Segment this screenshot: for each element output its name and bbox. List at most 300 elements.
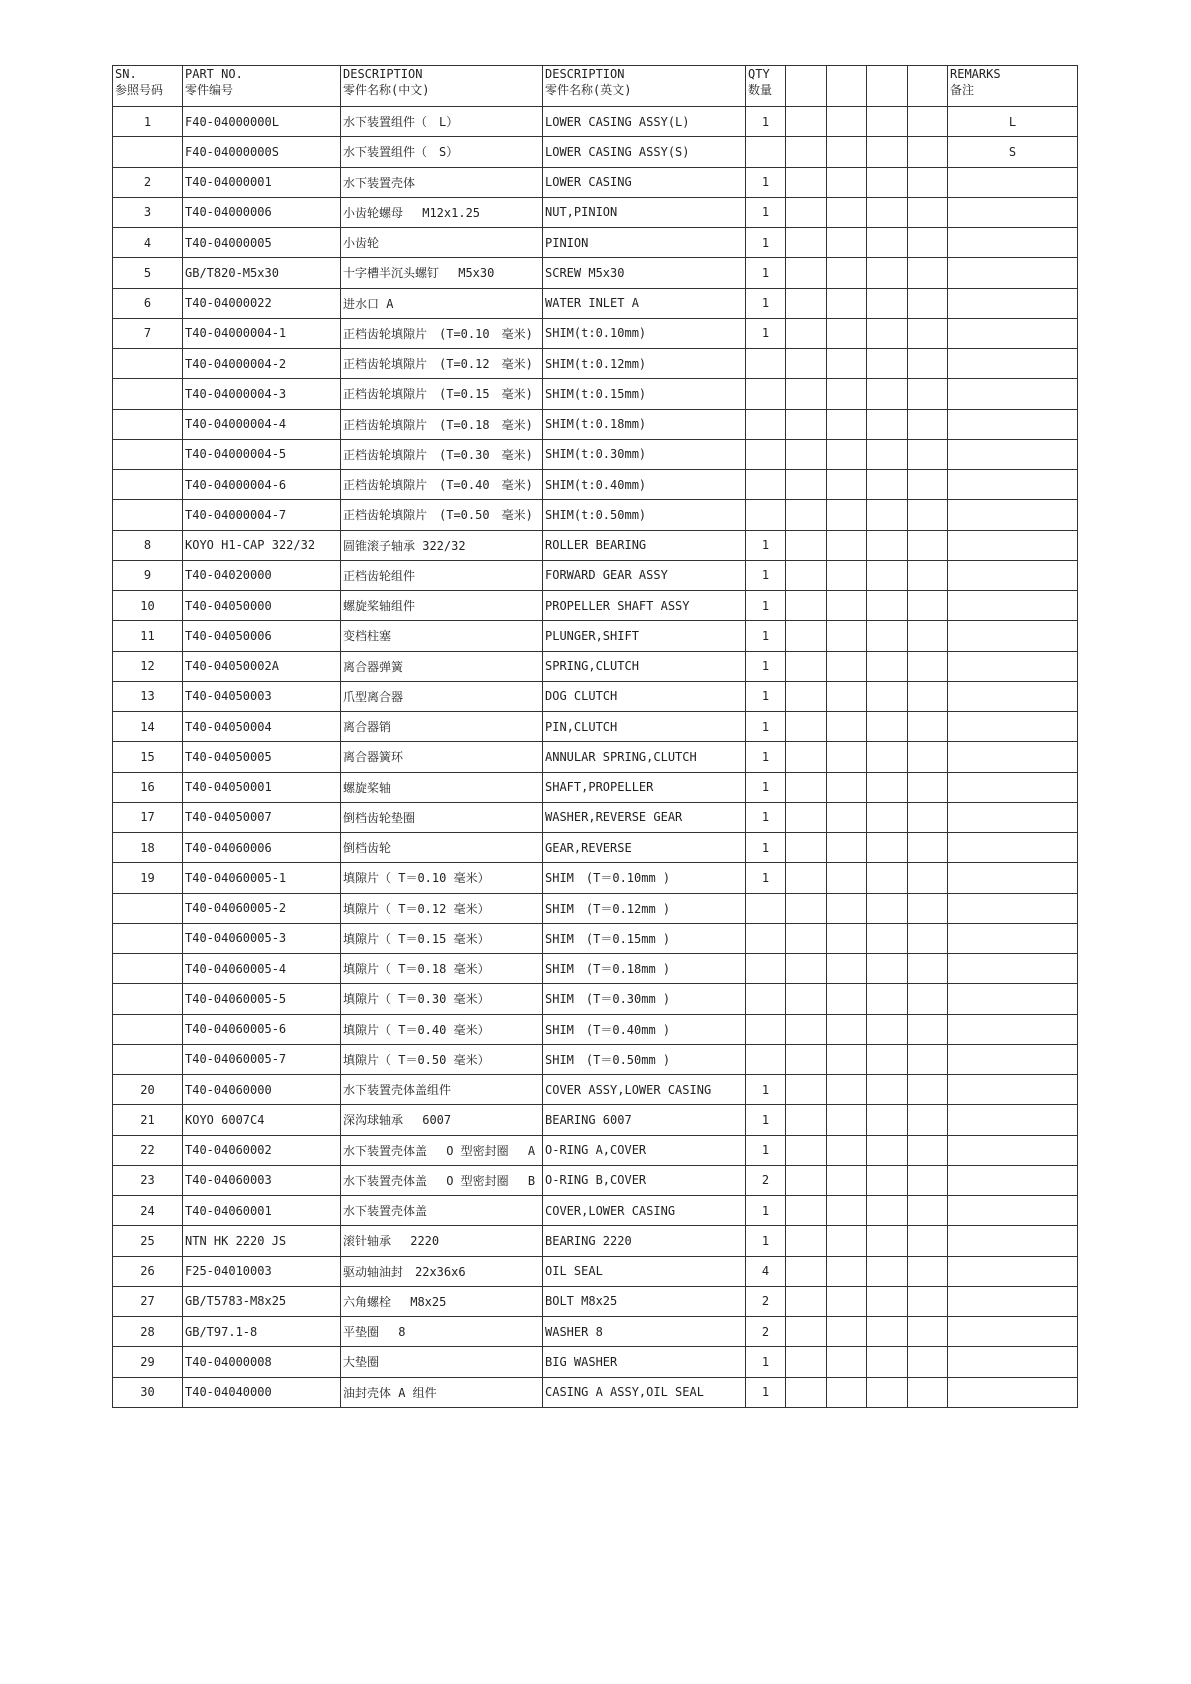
cell-blank — [827, 500, 867, 530]
cell-blank — [908, 379, 948, 409]
cell-part-no: T40-04050003 — [183, 681, 341, 711]
cell-description-en: SHIM (T＝0.30mm ) — [543, 984, 746, 1014]
cell-blank — [827, 681, 867, 711]
parts-list-sheet — [112, 65, 1077, 1408]
cell-description-cn: 水下装置组件（ S） — [341, 137, 543, 167]
cell-blank — [867, 530, 908, 560]
cell-blank — [786, 167, 827, 197]
cell-blank — [786, 621, 827, 651]
cell-blank — [908, 923, 948, 953]
cell-remarks — [948, 197, 1078, 227]
header-description-en: DESCRIPTION 零件名称(英文) — [543, 66, 746, 107]
cell-remarks — [948, 772, 1078, 802]
table-row — [113, 591, 1078, 621]
table-row — [113, 1286, 1078, 1316]
cell-blank — [786, 470, 827, 500]
cell-blank — [867, 318, 908, 348]
cell-description-en: SHIM (T＝0.40mm ) — [543, 1014, 746, 1044]
cell-part-no: T40-04060005-6 — [183, 1014, 341, 1044]
cell-blank — [908, 802, 948, 832]
cell-blank — [827, 1226, 867, 1256]
cell-blank — [786, 439, 827, 469]
cell-part-no: T40-04000004-4 — [183, 409, 341, 439]
table-row — [113, 1075, 1078, 1105]
cell-blank — [908, 137, 948, 167]
cell-qty — [746, 409, 786, 439]
cell-sn: 19 — [113, 863, 183, 893]
cell-blank — [908, 1044, 948, 1074]
parts-table — [112, 65, 1078, 1408]
cell-sn: 27 — [113, 1286, 183, 1316]
cell-remarks — [948, 651, 1078, 681]
cell-qty — [746, 893, 786, 923]
cell-description-en: SHIM (T＝0.18mm ) — [543, 954, 746, 984]
cell-blank — [908, 288, 948, 318]
cell-blank — [908, 1226, 948, 1256]
cell-description-cn: 填隙片（ T＝0.30 毫米） — [341, 984, 543, 1014]
cell-blank — [827, 1256, 867, 1286]
cell-blank — [867, 1377, 908, 1407]
table-row — [113, 621, 1078, 651]
table-row — [113, 742, 1078, 772]
cell-sn — [113, 500, 183, 530]
cell-description-cn: 填隙片（ T＝0.15 毫米） — [341, 923, 543, 953]
cell-description-cn: 十字槽半沉头螺钉 M5x30 — [341, 258, 543, 288]
cell-description-en: LOWER CASING — [543, 167, 746, 197]
cell-description-cn: 填隙片（ T＝0.10 毫米） — [341, 863, 543, 893]
cell-blank — [786, 591, 827, 621]
cell-qty: 1 — [746, 681, 786, 711]
cell-description-en: SHIM(t:0.30mm) — [543, 439, 746, 469]
cell-blank — [908, 833, 948, 863]
cell-remarks — [948, 1226, 1078, 1256]
header-blank-3 — [867, 66, 908, 107]
cell-part-no: T40-04060005-7 — [183, 1044, 341, 1074]
table-row — [113, 167, 1078, 197]
cell-sn: 24 — [113, 1196, 183, 1226]
header-blank-4 — [908, 66, 948, 107]
cell-blank — [908, 409, 948, 439]
cell-blank — [908, 500, 948, 530]
cell-part-no: F40-04000000S — [183, 137, 341, 167]
cell-sn: 28 — [113, 1317, 183, 1347]
cell-qty: 1 — [746, 651, 786, 681]
table-row — [113, 379, 1078, 409]
cell-description-cn: 驱动轴油封 22x36x6 — [341, 1256, 543, 1286]
cell-description-en: GEAR,REVERSE — [543, 833, 746, 863]
cell-description-cn: 正档齿轮填隙片 (T=0.12 毫米) — [341, 349, 543, 379]
cell-blank — [827, 984, 867, 1014]
cell-sn — [113, 379, 183, 409]
cell-blank — [827, 1165, 867, 1195]
cell-qty: 1 — [746, 167, 786, 197]
cell-blank — [827, 954, 867, 984]
cell-sn: 21 — [113, 1105, 183, 1135]
cell-sn — [113, 1044, 183, 1074]
cell-description-cn: 倒档齿轮 — [341, 833, 543, 863]
table-row — [113, 530, 1078, 560]
cell-blank — [827, 833, 867, 863]
cell-blank — [867, 258, 908, 288]
cell-blank — [908, 1256, 948, 1286]
cell-blank — [908, 591, 948, 621]
cell-description-cn: 倒档齿轮垫圈 — [341, 802, 543, 832]
cell-blank — [867, 1075, 908, 1105]
cell-sn — [113, 954, 183, 984]
cell-blank — [908, 439, 948, 469]
cell-blank — [867, 863, 908, 893]
table-row — [113, 984, 1078, 1014]
cell-blank — [786, 228, 827, 258]
cell-description-cn: 正档齿轮组件 — [341, 560, 543, 590]
cell-part-no: T40-04000008 — [183, 1347, 341, 1377]
cell-description-cn: 爪型离合器 — [341, 681, 543, 711]
cell-remarks — [948, 1196, 1078, 1226]
cell-part-no: T40-04000004-2 — [183, 349, 341, 379]
cell-sn — [113, 439, 183, 469]
cell-blank — [867, 1256, 908, 1286]
cell-remarks — [948, 954, 1078, 984]
cell-remarks — [948, 742, 1078, 772]
cell-blank — [867, 591, 908, 621]
cell-qty: 1 — [746, 1075, 786, 1105]
cell-part-no: GB/T5783-M8x25 — [183, 1286, 341, 1316]
table-row — [113, 197, 1078, 227]
cell-blank — [786, 1105, 827, 1135]
table-row — [113, 137, 1078, 167]
cell-remarks — [948, 258, 1078, 288]
cell-blank — [908, 863, 948, 893]
cell-sn — [113, 349, 183, 379]
cell-blank — [786, 288, 827, 318]
cell-description-cn: 正档齿轮填隙片 (T=0.40 毫米) — [341, 470, 543, 500]
cell-blank — [908, 107, 948, 137]
cell-description-en: LOWER CASING ASSY(S) — [543, 137, 746, 167]
cell-blank — [908, 954, 948, 984]
cell-blank — [786, 863, 827, 893]
cell-blank — [908, 470, 948, 500]
cell-qty: 1 — [746, 530, 786, 560]
cell-part-no: T40-04000022 — [183, 288, 341, 318]
cell-description-en: WATER INLET A — [543, 288, 746, 318]
table-row — [113, 923, 1078, 953]
cell-sn — [113, 984, 183, 1014]
cell-part-no: T40-04060005-2 — [183, 893, 341, 923]
cell-blank — [786, 560, 827, 590]
cell-blank — [786, 1044, 827, 1074]
cell-sn: 10 — [113, 591, 183, 621]
cell-remarks — [948, 681, 1078, 711]
cell-sn: 15 — [113, 742, 183, 772]
cell-blank — [867, 1317, 908, 1347]
table-row — [113, 1196, 1078, 1226]
cell-blank — [827, 621, 867, 651]
cell-description-cn: 小齿轮 — [341, 228, 543, 258]
cell-sn — [113, 893, 183, 923]
cell-description-cn: 滚针轴承 2220 — [341, 1226, 543, 1256]
cell-blank — [786, 379, 827, 409]
cell-description-cn: 正档齿轮填隙片 (T=0.10 毫米) — [341, 318, 543, 348]
cell-blank — [867, 288, 908, 318]
cell-description-en: O-RING A,COVER — [543, 1135, 746, 1165]
cell-remarks: L — [948, 107, 1078, 137]
cell-blank — [908, 984, 948, 1014]
cell-blank — [827, 802, 867, 832]
cell-description-cn: 正档齿轮填隙片 (T=0.15 毫米) — [341, 379, 543, 409]
cell-blank — [786, 1075, 827, 1105]
cell-sn — [113, 409, 183, 439]
cell-blank — [786, 258, 827, 288]
cell-blank — [867, 893, 908, 923]
cell-qty: 1 — [746, 1226, 786, 1256]
cell-description-cn: 离合器销 — [341, 712, 543, 742]
cell-blank — [786, 954, 827, 984]
cell-blank — [827, 1377, 867, 1407]
cell-remarks — [948, 802, 1078, 832]
cell-description-en: SHIM(t:0.40mm) — [543, 470, 746, 500]
cell-remarks — [948, 228, 1078, 258]
cell-part-no: T40-04040000 — [183, 1377, 341, 1407]
cell-description-en: ROLLER BEARING — [543, 530, 746, 560]
cell-description-en: CASING A ASSY,OIL SEAL — [543, 1377, 746, 1407]
cell-part-no: T40-04060005-3 — [183, 923, 341, 953]
cell-description-en: SHIM(t:0.18mm) — [543, 409, 746, 439]
cell-blank — [786, 107, 827, 137]
table-row — [113, 1256, 1078, 1286]
cell-qty: 1 — [746, 1377, 786, 1407]
cell-blank — [786, 1165, 827, 1195]
table-row — [113, 802, 1078, 832]
cell-description-en: SHAFT,PROPELLER — [543, 772, 746, 802]
cell-blank — [786, 833, 827, 863]
cell-blank — [867, 167, 908, 197]
cell-qty — [746, 349, 786, 379]
cell-sn: 6 — [113, 288, 183, 318]
cell-qty — [746, 984, 786, 1014]
cell-blank — [786, 893, 827, 923]
cell-qty: 2 — [746, 1317, 786, 1347]
cell-blank — [827, 470, 867, 500]
cell-qty: 1 — [746, 742, 786, 772]
cell-qty: 2 — [746, 1165, 786, 1195]
cell-description-en: FORWARD GEAR ASSY — [543, 560, 746, 590]
cell-remarks — [948, 833, 1078, 863]
cell-part-no: T40-04060000 — [183, 1075, 341, 1105]
cell-blank — [786, 197, 827, 227]
header-qty: QTY 数量 — [746, 66, 786, 107]
cell-sn: 7 — [113, 318, 183, 348]
table-row — [113, 409, 1078, 439]
cell-description-cn: 水下装置壳体盖组件 — [341, 1075, 543, 1105]
table-row — [113, 712, 1078, 742]
cell-remarks — [948, 1256, 1078, 1286]
cell-blank — [867, 712, 908, 742]
cell-sn: 8 — [113, 530, 183, 560]
table-row — [113, 500, 1078, 530]
cell-blank — [786, 984, 827, 1014]
cell-part-no: T40-04050006 — [183, 621, 341, 651]
cell-part-no: GB/T97.1-8 — [183, 1317, 341, 1347]
cell-blank — [827, 1347, 867, 1377]
table-row — [113, 681, 1078, 711]
cell-sn: 17 — [113, 802, 183, 832]
cell-blank — [827, 712, 867, 742]
cell-qty: 4 — [746, 1256, 786, 1286]
cell-blank — [786, 742, 827, 772]
cell-description-en: PINION — [543, 228, 746, 258]
cell-description-en: DOG CLUTCH — [543, 681, 746, 711]
cell-blank — [867, 500, 908, 530]
cell-blank — [908, 318, 948, 348]
cell-part-no: T40-04060001 — [183, 1196, 341, 1226]
cell-part-no: T40-04000004-5 — [183, 439, 341, 469]
cell-sn — [113, 470, 183, 500]
cell-qty: 1 — [746, 107, 786, 137]
cell-blank — [867, 681, 908, 711]
cell-description-cn: 水下装置组件（ L） — [341, 107, 543, 137]
cell-blank — [867, 349, 908, 379]
cell-qty: 2 — [746, 1286, 786, 1316]
cell-blank — [867, 470, 908, 500]
cell-part-no: KOYO 6007C4 — [183, 1105, 341, 1135]
cell-blank — [786, 1135, 827, 1165]
cell-description-cn: 正档齿轮填隙片 (T=0.18 毫米) — [341, 409, 543, 439]
cell-remarks — [948, 1317, 1078, 1347]
cell-blank — [867, 228, 908, 258]
cell-qty — [746, 379, 786, 409]
cell-description-en: SPRING,CLUTCH — [543, 651, 746, 681]
cell-description-cn: 变档柱塞 — [341, 621, 543, 651]
cell-qty: 1 — [746, 863, 786, 893]
cell-blank — [867, 137, 908, 167]
cell-description-cn: 平垫圈 8 — [341, 1317, 543, 1347]
cell-qty: 1 — [746, 560, 786, 590]
table-row — [113, 560, 1078, 590]
cell-qty: 1 — [746, 1196, 786, 1226]
header-description-cn: DESCRIPTION 零件名称(中文) — [341, 66, 543, 107]
cell-description-en: SHIM (T＝0.12mm ) — [543, 893, 746, 923]
cell-blank — [867, 197, 908, 227]
cell-blank — [867, 1226, 908, 1256]
header-blank-2 — [827, 66, 867, 107]
table-row — [113, 833, 1078, 863]
table-row — [113, 1105, 1078, 1135]
cell-blank — [827, 228, 867, 258]
cell-description-en: SHIM(t:0.15mm) — [543, 379, 746, 409]
cell-remarks — [948, 893, 1078, 923]
cell-description-cn: 正档齿轮填隙片 (T=0.50 毫米) — [341, 500, 543, 530]
cell-remarks — [948, 1165, 1078, 1195]
cell-qty: 1 — [746, 288, 786, 318]
table-row — [113, 1317, 1078, 1347]
cell-blank — [827, 409, 867, 439]
cell-sn: 30 — [113, 1377, 183, 1407]
cell-remarks — [948, 1014, 1078, 1044]
cell-blank — [827, 1105, 867, 1135]
cell-sn: 22 — [113, 1135, 183, 1165]
cell-sn: 26 — [113, 1256, 183, 1286]
cell-blank — [786, 318, 827, 348]
cell-part-no: T40-04050000 — [183, 591, 341, 621]
cell-blank — [867, 1165, 908, 1195]
cell-part-no: T40-04050005 — [183, 742, 341, 772]
cell-description-cn: 填隙片（ T＝0.18 毫米） — [341, 954, 543, 984]
cell-description-en: NUT,PINION — [543, 197, 746, 227]
cell-part-no: T40-04060006 — [183, 833, 341, 863]
table-row — [113, 772, 1078, 802]
cell-blank — [786, 923, 827, 953]
cell-remarks — [948, 379, 1078, 409]
table-row — [113, 651, 1078, 681]
cell-blank — [867, 1135, 908, 1165]
cell-blank — [867, 954, 908, 984]
cell-blank — [908, 1317, 948, 1347]
cell-blank — [827, 288, 867, 318]
cell-remarks — [948, 1347, 1078, 1377]
cell-description-cn: 离合器簧环 — [341, 742, 543, 772]
cell-description-en: SHIM(t:0.10mm) — [543, 318, 746, 348]
cell-blank — [786, 530, 827, 560]
cell-qty: 1 — [746, 1347, 786, 1377]
cell-qty — [746, 1014, 786, 1044]
table-row — [113, 863, 1078, 893]
cell-part-no: T40-04050002A — [183, 651, 341, 681]
cell-blank — [908, 1196, 948, 1226]
cell-part-no: T40-04000004-1 — [183, 318, 341, 348]
cell-blank — [908, 349, 948, 379]
cell-sn: 3 — [113, 197, 183, 227]
cell-blank — [867, 833, 908, 863]
cell-description-en: O-RING B,COVER — [543, 1165, 746, 1195]
cell-description-en: SCREW M5x30 — [543, 258, 746, 288]
cell-remarks — [948, 1075, 1078, 1105]
cell-description-cn: 圆锥滚子轴承 322/32 — [341, 530, 543, 560]
cell-blank — [827, 772, 867, 802]
cell-part-no: GB/T820-M5x30 — [183, 258, 341, 288]
cell-remarks — [948, 500, 1078, 530]
cell-description-en: BEARING 2220 — [543, 1226, 746, 1256]
cell-remarks — [948, 560, 1078, 590]
cell-blank — [786, 1256, 827, 1286]
cell-part-no: T40-04060002 — [183, 1135, 341, 1165]
cell-description-cn: 进水口 A — [341, 288, 543, 318]
cell-part-no: KOYO H1-CAP 322/32 — [183, 530, 341, 560]
cell-remarks — [948, 863, 1078, 893]
table-body — [113, 107, 1078, 1408]
cell-sn: 25 — [113, 1226, 183, 1256]
cell-remarks — [948, 439, 1078, 469]
table-header-row — [113, 66, 1078, 107]
cell-blank — [827, 349, 867, 379]
cell-remarks — [948, 984, 1078, 1014]
cell-part-no: T40-04020000 — [183, 560, 341, 590]
cell-description-cn: 油封壳体 A 组件 — [341, 1377, 543, 1407]
cell-blank — [786, 409, 827, 439]
cell-blank — [786, 772, 827, 802]
cell-description-cn: 大垫圈 — [341, 1347, 543, 1377]
table-row — [113, 349, 1078, 379]
cell-blank — [867, 621, 908, 651]
cell-blank — [867, 984, 908, 1014]
cell-blank — [908, 258, 948, 288]
cell-blank — [827, 1075, 867, 1105]
cell-blank — [908, 560, 948, 590]
cell-remarks — [948, 1135, 1078, 1165]
cell-blank — [867, 923, 908, 953]
table-row — [113, 954, 1078, 984]
cell-blank — [827, 197, 867, 227]
cell-part-no: T40-04050004 — [183, 712, 341, 742]
